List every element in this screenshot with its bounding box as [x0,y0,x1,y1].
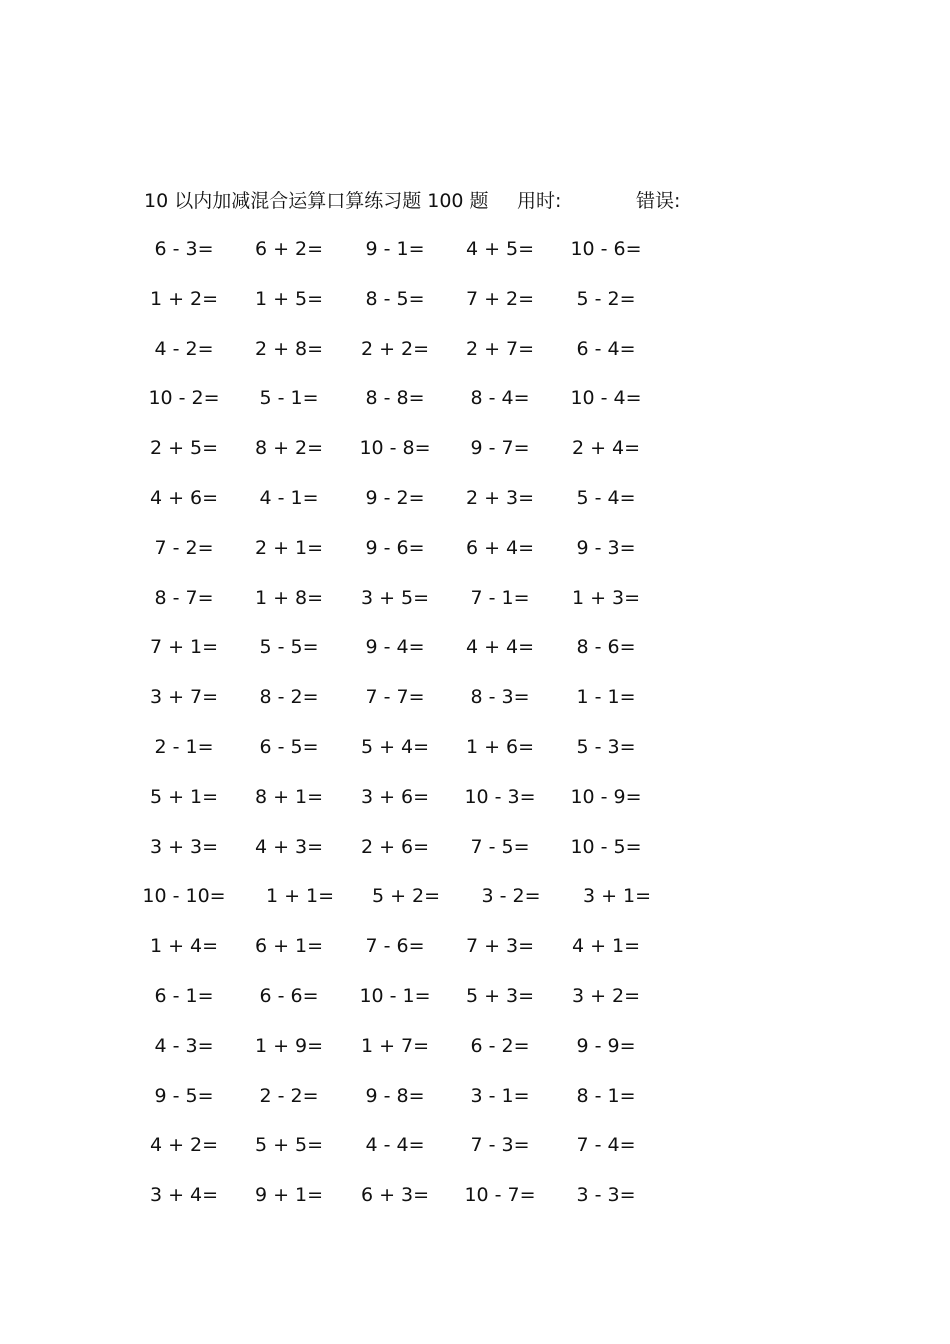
arithmetic-problem: 6 - 1= [154,984,214,1007]
arithmetic-problem: 5 + 4= [360,735,430,758]
arithmetic-problem: 1 + 1= [265,885,335,908]
problem-row [0,334,950,384]
arithmetic-problem: 8 - 5= [365,287,425,310]
arithmetic-problem: 9 + 1= [254,1184,324,1207]
arithmetic-problem: 9 - 4= [365,636,425,659]
arithmetic-problem: 9 - 6= [365,536,425,559]
arithmetic-problem: 3 + 3= [149,835,219,858]
arithmetic-problem: 2 - 2= [259,1084,319,1107]
arithmetic-problem: 5 + 3= [465,984,535,1007]
arithmetic-problem: 2 + 4= [571,437,641,460]
arithmetic-problem: 6 + 1= [254,935,324,958]
arithmetic-problem: 9 - 2= [365,486,425,509]
arithmetic-problem: 1 + 6= [465,735,535,758]
arithmetic-problem: 7 - 2= [154,536,214,559]
arithmetic-problem: 10 - 7= [464,1184,536,1207]
arithmetic-problem: 10 - 3= [464,785,536,808]
arithmetic-problem: 5 - 4= [576,486,636,509]
problem-row [0,632,950,682]
arithmetic-problem: 2 + 5= [149,437,219,460]
arithmetic-problem: 3 + 7= [149,686,219,709]
arithmetic-problem: 8 - 8= [365,387,425,410]
arithmetic-problem: 3 - 1= [470,1084,530,1107]
arithmetic-problem: 2 + 2= [360,337,430,360]
arithmetic-problem: 2 + 3= [465,486,535,509]
arithmetic-problem: 1 - 1= [576,686,636,709]
problem-row [0,383,950,433]
arithmetic-problem: 10 - 6= [570,238,642,260]
arithmetic-problem: 4 - 2= [154,337,214,360]
arithmetic-problem: 7 + 1= [149,636,219,659]
arithmetic-problem: 7 - 5= [470,835,530,858]
time-used-label: 用时: [517,190,562,212]
problem-row [0,981,950,1031]
arithmetic-problem: 1 + 3= [571,586,641,609]
arithmetic-problem: 5 - 1= [259,387,319,410]
arithmetic-problem: 7 - 3= [470,1134,530,1157]
arithmetic-problem: 3 - 3= [576,1184,636,1207]
problem-row [0,931,950,981]
arithmetic-problem: 2 + 1= [254,536,324,559]
arithmetic-problem: 4 - 4= [365,1134,425,1157]
arithmetic-problem: 1 + 9= [254,1034,324,1057]
arithmetic-problem: 8 - 1= [576,1084,636,1107]
arithmetic-problem: 7 - 4= [576,1134,636,1157]
problem-row [0,1031,950,1081]
arithmetic-problem: 9 - 3= [576,536,636,559]
arithmetic-problem: 5 + 1= [149,785,219,808]
arithmetic-problem: 10 - 9= [570,785,642,808]
arithmetic-problem: 5 - 3= [576,735,636,758]
arithmetic-problem: 3 + 2= [571,984,641,1007]
problem-row [0,533,950,583]
arithmetic-problem: 2 + 8= [254,337,324,360]
arithmetic-problem: 6 + 3= [360,1184,430,1207]
arithmetic-problem: 7 - 1= [470,586,530,609]
arithmetic-problem: 4 + 6= [149,486,219,509]
arithmetic-problem: 1 + 5= [254,287,324,310]
problem-row [0,832,950,882]
arithmetic-problem: 9 - 7= [470,437,530,460]
arithmetic-problem: 6 - 6= [259,984,319,1007]
arithmetic-problem: 2 - 1= [154,735,214,758]
arithmetic-problem: 7 - 6= [365,935,425,958]
worksheet-title: 10 以内加减混合运算口算练习题 100 题 [144,190,489,212]
arithmetic-problem: 8 - 2= [259,686,319,709]
problem-row [0,234,950,284]
arithmetic-problem: 9 - 5= [154,1084,214,1107]
arithmetic-problem: 8 + 2= [254,437,324,460]
arithmetic-problem: 4 + 4= [465,636,535,659]
arithmetic-problem: 8 - 4= [470,387,530,410]
arithmetic-problem: 2 + 6= [360,835,430,858]
arithmetic-problem: 9 - 1= [365,238,425,260]
problem-grid [0,234,950,1230]
arithmetic-problem: 3 + 5= [360,586,430,609]
arithmetic-problem: 5 + 2= [371,885,441,908]
arithmetic-problem: 5 - 5= [259,636,319,659]
problem-row [0,433,950,483]
arithmetic-problem: 6 - 4= [576,337,636,360]
arithmetic-problem: 9 - 8= [365,1084,425,1107]
problem-row [0,881,950,931]
problem-row [0,1081,950,1131]
problem-row [0,732,950,782]
arithmetic-problem: 3 + 1= [582,885,652,908]
problem-row [0,583,950,633]
arithmetic-problem: 3 - 2= [481,885,541,908]
arithmetic-problem: 6 - 5= [259,735,319,758]
problem-row [0,782,950,832]
arithmetic-problem: 7 + 3= [465,935,535,958]
arithmetic-problem: 3 + 4= [149,1184,219,1207]
arithmetic-problem: 6 - 3= [154,238,214,260]
arithmetic-problem: 9 - 9= [576,1034,636,1057]
arithmetic-problem: 6 + 4= [465,536,535,559]
problem-row [0,483,950,533]
arithmetic-problem: 1 + 2= [149,287,219,310]
arithmetic-problem: 8 + 1= [254,785,324,808]
arithmetic-problem: 5 + 5= [254,1134,324,1157]
arithmetic-problem: 6 - 2= [470,1034,530,1057]
error-count-label: 错误: [636,190,681,212]
problem-row [0,1130,950,1180]
arithmetic-problem: 10 - 4= [570,387,642,410]
arithmetic-problem: 8 - 7= [154,586,214,609]
arithmetic-problem: 1 + 8= [254,586,324,609]
arithmetic-problem: 4 + 2= [149,1134,219,1157]
arithmetic-problem: 8 - 6= [576,636,636,659]
arithmetic-problem: 10 - 1= [359,984,431,1007]
arithmetic-problem: 4 + 3= [254,835,324,858]
arithmetic-problem: 3 + 6= [360,785,430,808]
arithmetic-problem: 1 + 4= [149,935,219,958]
arithmetic-problem: 10 - 2= [148,387,220,410]
arithmetic-problem: 4 - 3= [154,1034,214,1057]
arithmetic-problem: 8 - 3= [470,686,530,709]
arithmetic-problem: 2 + 7= [465,337,535,360]
arithmetic-problem: 5 - 2= [576,287,636,310]
arithmetic-problem: 1 + 7= [360,1034,430,1057]
problem-row [0,284,950,334]
arithmetic-problem: 10 - 5= [570,835,642,858]
arithmetic-problem: 10 - 10= [142,885,226,908]
arithmetic-problem: 7 - 7= [365,686,425,709]
arithmetic-problem: 7 + 2= [465,287,535,310]
problem-row [0,1180,950,1230]
arithmetic-problem: 4 + 1= [571,935,641,958]
arithmetic-problem: 4 - 1= [259,486,319,509]
problem-row [0,682,950,732]
arithmetic-problem: 6 + 2= [254,238,324,260]
arithmetic-problem: 10 - 8= [359,437,431,460]
arithmetic-problem: 4 + 5= [465,238,535,260]
